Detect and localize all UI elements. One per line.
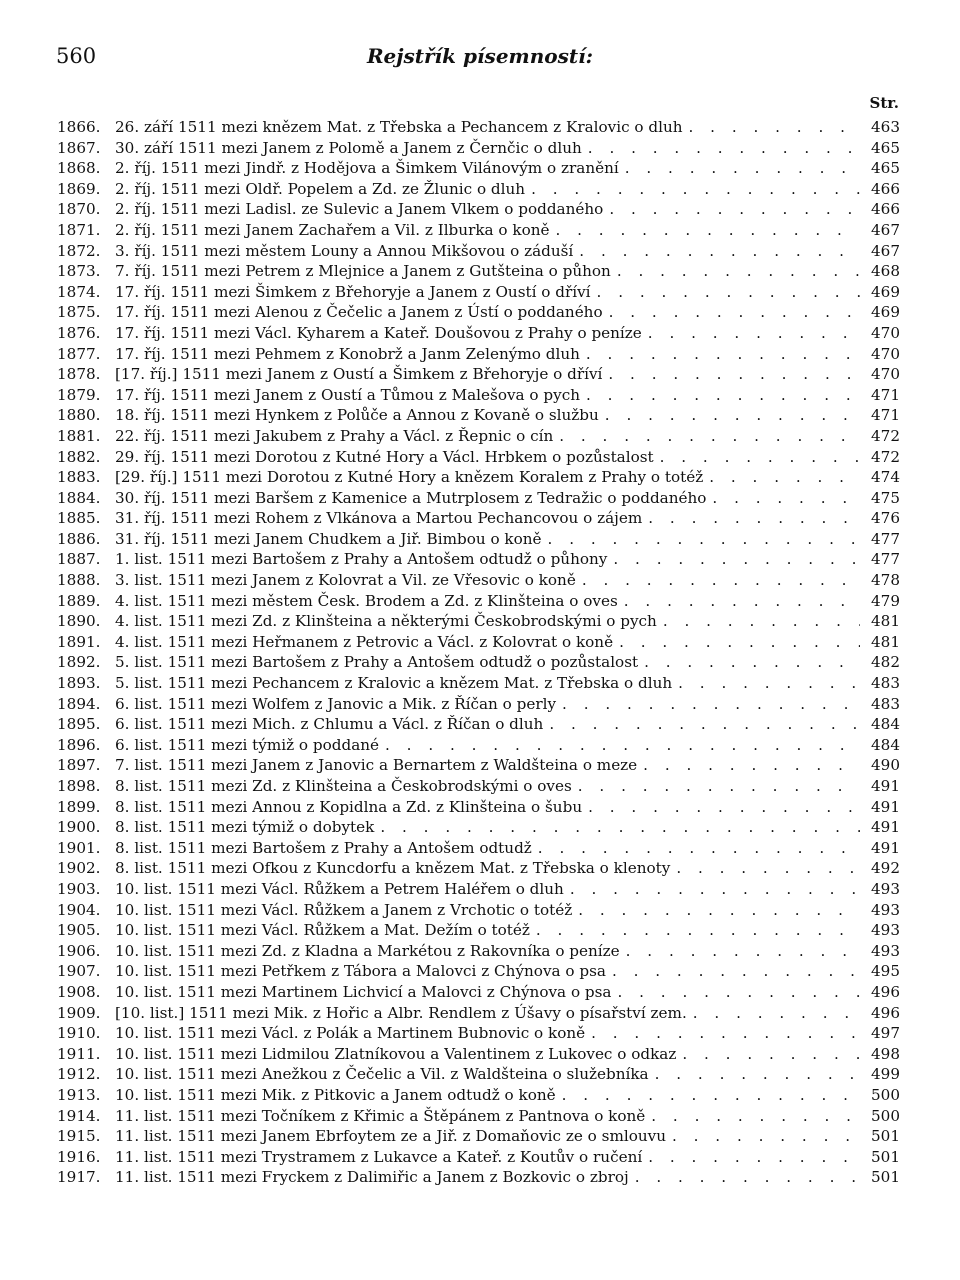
entry-number: 1895. <box>57 715 101 734</box>
entry-description: [17. říj.] 1511 mezi Janem z Oustí a Šimkem z Břehoryje o dříví <box>115 365 603 384</box>
dot-leader <box>585 1023 860 1044</box>
entry-description: 5. list. 1511 mezi Bartošem z Prahy a Antošem odtudž o pozůstalost <box>115 653 639 672</box>
entry-page: 493 <box>871 879 900 898</box>
register-entry <box>57 1085 900 1106</box>
entry-description: 17. říj. 1511 mezi Alenou z Čečelic a Janem z Ústí o poddaného <box>115 303 603 322</box>
dot-leader <box>553 426 860 447</box>
entry-page: 483 <box>871 674 900 693</box>
register-entry <box>57 241 900 262</box>
register-entry <box>57 199 900 220</box>
entry-description: 1. list. 1511 mezi Bartošem z Prahy a Antošem odtudž o půhony <box>115 550 608 569</box>
entry-number: 1899. <box>57 797 101 816</box>
entry-page: 467 <box>871 241 900 260</box>
dot-leader <box>629 1167 860 1188</box>
register-entry <box>57 138 900 159</box>
dot-leader <box>611 261 860 282</box>
entry-page: 497 <box>871 1024 900 1043</box>
register-entry <box>57 302 900 323</box>
entry-number: 1911. <box>57 1044 101 1063</box>
entry-number: 1894. <box>57 694 101 713</box>
entry-number: 1905. <box>57 921 101 940</box>
entry-page: 472 <box>871 447 900 466</box>
entry-number: 1898. <box>57 777 101 795</box>
register-entry <box>57 1064 900 1085</box>
entry-number: 1868. <box>57 159 101 178</box>
dot-leader <box>532 838 860 859</box>
entry-page: 465 <box>871 159 900 178</box>
entry-page: 499 <box>871 1065 900 1084</box>
register-entry <box>57 920 900 941</box>
dot-leader <box>572 776 860 797</box>
entry-number: 1892. <box>57 653 101 672</box>
entry-number: 1886. <box>57 529 101 548</box>
dot-leader <box>638 652 860 673</box>
entry-description: 11. list. 1511 mezi Točníkem z Křimic a Štěpánem z Pantnova o koně <box>115 1106 646 1125</box>
entry-number: 1902. <box>57 859 101 878</box>
dot-leader <box>613 632 860 653</box>
entry-description: 17. říj. 1511 mezi Václ. Kyharem a Kateř. Doušovou z Prahy o peníze <box>115 323 642 342</box>
entry-page: 498 <box>871 1044 900 1063</box>
dot-leader <box>619 158 860 179</box>
entry-number: 1908. <box>57 982 101 1001</box>
register-entry <box>57 488 900 509</box>
entry-number: 1877. <box>57 344 101 363</box>
entry-description: 10. list. 1511 mezi Mik. z Pitkovic a Janem odtudž o koně <box>115 1085 556 1104</box>
entry-description: 17. říj. 1511 mezi Pehmem z Konobrž a Janm Zelenýmo dluh <box>115 344 580 363</box>
entry-description: 3. říj. 1511 mezi městem Louny a Annou Mikšovou o záduší <box>115 241 574 260</box>
entry-description: 10. list. 1511 mezi Václ. z Polák a Martinem Bubnovic o koně <box>115 1024 586 1043</box>
dot-leader <box>543 714 860 735</box>
entry-number: 1885. <box>57 509 101 528</box>
register-entry <box>57 591 900 612</box>
entry-page: 496 <box>871 982 900 1001</box>
dot-leader <box>550 220 861 241</box>
dot-leader <box>591 282 860 303</box>
entry-number: 1878. <box>57 365 101 384</box>
register-entry <box>57 261 900 282</box>
entry-description: 2. říj. 1511 mezi Oldř. Popelem a Zd. ze Žlunic o dluh <box>115 179 526 198</box>
entry-description: 6. list. 1511 mezi Wolfem z Janovic a Mik. z Říčan o perly <box>115 694 557 713</box>
entry-page: 484 <box>871 715 900 734</box>
entry-description: 30. září 1511 mezi Janem z Polomě a Janem z Černčic o dluh <box>115 138 582 157</box>
register-entry <box>57 570 900 591</box>
dot-leader <box>607 549 860 570</box>
register-entry <box>57 776 900 797</box>
dot-leader <box>576 570 860 591</box>
entry-page: 468 <box>871 262 900 281</box>
register-entry <box>57 1147 900 1168</box>
entry-number: 1904. <box>57 900 101 919</box>
register-entry <box>57 961 900 982</box>
entry-description: 8. list. 1511 mezi Zd. z Klinšteina a Českobrodskými o oves <box>115 777 572 795</box>
register-entry <box>57 549 900 570</box>
dot-leader <box>657 611 860 632</box>
register-entry <box>57 508 900 529</box>
entry-page: 492 <box>871 859 900 878</box>
dot-leader <box>573 241 860 262</box>
register-entry <box>57 1106 900 1127</box>
entry-page: 482 <box>871 653 900 672</box>
entry-description: 11. list. 1511 mezi Fryckem z Dalimiřic a Janem z Bozkovic o zbroj <box>115 1168 629 1187</box>
register-entry <box>57 364 900 385</box>
entry-description: 22. říj. 1511 mezi Jakubem z Prahy a Václ. z Řepnic o cín <box>115 426 554 445</box>
entry-description: 2. říj. 1511 mezi Janem Zachařem a Vil. z Ilburka o koně <box>115 220 550 239</box>
entry-description: 17. říj. 1511 mezi Šimkem z Břehoryje a Janem z Oustí o dříví <box>115 282 591 301</box>
entry-page: 470 <box>871 344 900 363</box>
entry-description: 8. list. 1511 mezi Annou z Kopidlna a Zd. z Klinšteina o šubu <box>115 797 583 816</box>
entry-number: 1882. <box>57 447 101 466</box>
entry-description: 26. září 1511 mezi knězem Mat. z Třebska a Pechancem z Kralovic o dluh <box>115 118 683 136</box>
entry-page: 481 <box>871 632 900 651</box>
register-entry <box>57 982 900 1003</box>
entry-description: 4. list. 1511 mezi Heřmanem z Petrovic a Václ. z Kolovrat o koně <box>115 632 614 651</box>
register-entry <box>57 694 900 715</box>
register-entry <box>57 817 900 838</box>
entry-page: 495 <box>871 962 900 981</box>
entry-page: 474 <box>871 468 900 487</box>
dot-leader <box>599 405 860 426</box>
dot-leader <box>602 364 860 385</box>
entry-description: 10. list. 1511 mezi Petřkem z Tábora a Malovci z Chýnova o psa <box>115 962 606 981</box>
entry-number: 1869. <box>57 179 101 198</box>
register-entry <box>57 858 900 879</box>
dot-leader <box>670 858 860 879</box>
entry-number: 1915. <box>57 1127 101 1146</box>
entry-description: 29. říj. 1511 mezi Dorotou z Kutné Hory a Václ. Hrbkem o pozůstalost <box>115 447 654 466</box>
entry-page: 493 <box>871 900 900 919</box>
entry-page: 478 <box>871 571 900 590</box>
entry-number: 1879. <box>57 385 101 404</box>
register-entries <box>57 117 900 1188</box>
register-entry <box>57 879 900 900</box>
entry-description: 2. říj. 1511 mezi Ladisl. ze Sulevic a Janem Vlkem o poddaného <box>115 200 604 219</box>
entry-page: 476 <box>871 509 900 528</box>
dot-leader <box>703 467 860 488</box>
dot-leader <box>525 179 860 200</box>
dot-leader <box>676 1044 860 1065</box>
entry-page: 471 <box>871 385 900 404</box>
dot-leader <box>642 323 860 344</box>
dot-leader <box>642 508 860 529</box>
entry-page: 501 <box>871 1168 900 1187</box>
register-entry <box>57 179 900 200</box>
entry-number: 1889. <box>57 591 101 610</box>
register-entry <box>57 1167 900 1188</box>
register-entry <box>57 797 900 818</box>
entry-number: 1914. <box>57 1106 101 1125</box>
entry-page: 491 <box>871 797 900 816</box>
entry-description: 7. říj. 1511 mezi Petrem z Mlejnice a Janem z Gutšteina o půhon <box>115 262 611 281</box>
entry-page: 484 <box>871 735 900 754</box>
entry-description: 10. list. 1511 mezi Václ. Růžkem a Janem z Vrchotic o totéž <box>115 900 573 919</box>
entry-description: 31. říj. 1511 mezi Rohem z Vlkánova a Martou Pechancovou o zájem <box>115 509 643 528</box>
entry-description: 31. říj. 1511 mezi Janem Chudkem a Jiř. Bimbou o koně <box>115 529 542 548</box>
running-title: Rejstřík písemností: <box>366 44 594 68</box>
entry-number: 1901. <box>57 838 101 857</box>
register-entry <box>57 344 900 365</box>
dot-leader <box>582 138 860 159</box>
entry-description: 10. list. 1511 mezi Václ. Růžkem a Petrem Haléřem o dluh <box>115 879 564 898</box>
entry-number: 1903. <box>57 879 101 898</box>
register-entry <box>57 1126 900 1147</box>
entry-page: 466 <box>871 200 900 219</box>
entry-number: 1888. <box>57 571 101 590</box>
dot-leader <box>620 941 860 962</box>
entry-description: [29. říj.] 1511 mezi Dorotou z Kutné Hory a knězem Koralem z Prahy o totéž <box>115 468 704 487</box>
entry-number: 1887. <box>57 550 101 569</box>
entry-description: 5. list. 1511 mezi Pechancem z Kralovic a knězem Mat. z Třebska o dluh <box>115 674 673 693</box>
entry-description: 17. říj. 1511 mezi Janem z Oustí a Tůmou z Malešova o pych <box>115 385 580 404</box>
entry-description: 8. list. 1511 mezi týmiž o dobytek <box>115 818 375 837</box>
entry-page: 477 <box>871 529 900 548</box>
entry-number: 1871. <box>57 220 101 239</box>
entry-page: 469 <box>871 282 900 301</box>
entry-page: 465 <box>871 138 900 157</box>
entry-page: 501 <box>871 1127 900 1146</box>
dot-leader <box>556 1085 860 1106</box>
register-entry <box>57 673 900 694</box>
entry-page: 490 <box>871 756 900 775</box>
entry-description: 10. list. 1511 mezi Zd. z Kladna a Markétou z Rakovníka o peníze <box>115 941 620 960</box>
dot-leader <box>683 117 860 138</box>
register-entry <box>57 632 900 653</box>
entry-page: 470 <box>871 365 900 384</box>
register-entry <box>57 447 900 468</box>
register-entry <box>57 900 900 921</box>
entry-number: 1867. <box>57 138 101 157</box>
register-entry <box>57 467 900 488</box>
entry-number: 1913. <box>57 1085 101 1104</box>
dot-leader <box>530 920 860 941</box>
register-entry <box>57 838 900 859</box>
register-entry <box>57 282 900 303</box>
entry-page: 475 <box>871 488 900 507</box>
dot-leader <box>582 797 860 818</box>
page-number: 560 <box>56 44 97 68</box>
dot-leader <box>706 488 860 509</box>
entry-page: 491 <box>871 838 900 857</box>
entry-number: 1907. <box>57 962 101 981</box>
entry-page: 477 <box>871 550 900 569</box>
entry-description: 8. list. 1511 mezi Bartošem z Prahy a Antošem odtudž <box>115 838 532 857</box>
entry-description: 4. list. 1511 mezi městem Česk. Brodem a Zd. z Klinšteina o oves <box>115 591 618 610</box>
entry-description: 2. říj. 1511 mezi Jindř. z Hodějova a Šimkem Vilánovým o zranění <box>115 159 619 178</box>
entry-number: 1890. <box>57 612 101 631</box>
dot-leader <box>603 302 860 323</box>
dot-leader <box>666 1126 860 1147</box>
register-entry <box>57 755 900 776</box>
register-entry <box>57 405 900 426</box>
dot-leader <box>606 961 860 982</box>
register-entry <box>57 1044 900 1065</box>
entry-number: 1900. <box>57 818 101 837</box>
entry-page: 496 <box>871 1003 900 1022</box>
entry-page: 479 <box>871 591 900 610</box>
entry-number: 1866. <box>57 118 101 136</box>
entry-description: 11. list. 1511 mezi Trystramem z Lukavce a Kateř. z Koutův o ručení <box>115 1147 643 1166</box>
entry-page: 491 <box>871 818 900 837</box>
entry-page: 481 <box>871 612 900 631</box>
entry-page: 471 <box>871 406 900 425</box>
dot-leader <box>642 1147 860 1168</box>
dot-leader <box>379 735 860 756</box>
entry-page: 472 <box>871 426 900 445</box>
entry-page: 466 <box>871 179 900 198</box>
dot-leader <box>580 344 860 365</box>
register-entry <box>57 117 900 138</box>
register-entry <box>57 1023 900 1044</box>
entry-number: 1880. <box>57 406 101 425</box>
entry-description: 18. říj. 1511 mezi Hynkem z Polůče a Annou z Kovaně o službu <box>115 406 599 425</box>
entry-description: 8. list. 1511 mezi Ofkou z Kuncdorfu a knězem Mat. z Třebska o klenoty <box>115 859 671 878</box>
entry-description: 11. list. 1511 mezi Janem Ebrfoytem ze a Jiř. z Domaňovic ze o smlouvu <box>115 1127 666 1146</box>
entry-page: 469 <box>871 303 900 322</box>
entry-number: 1870. <box>57 200 101 219</box>
entry-number: 1875. <box>57 303 101 322</box>
entry-description: 10. list. 1511 mezi Václ. Růžkem a Mat. Dežím o totéž <box>115 921 530 940</box>
dot-leader <box>687 1003 860 1024</box>
entry-description: 4. list. 1511 mezi Zd. z Klinšteina a některými Českobrodskými o pych <box>115 612 657 631</box>
entry-number: 1884. <box>57 488 101 507</box>
page-column-heading: Str. <box>869 94 899 112</box>
register-entry <box>57 323 900 344</box>
entry-page: 467 <box>871 220 900 239</box>
entry-number: 1872. <box>57 241 101 260</box>
register-entry <box>57 385 900 406</box>
entry-page: 500 <box>871 1085 900 1104</box>
entry-page: 501 <box>871 1147 900 1166</box>
register-entry <box>57 611 900 632</box>
entry-number: 1916. <box>57 1147 101 1166</box>
register-entry <box>57 220 900 241</box>
register-entry <box>57 714 900 735</box>
entry-number: 1897. <box>57 756 101 775</box>
entry-number: 1910. <box>57 1024 101 1043</box>
entry-number: 1893. <box>57 674 101 693</box>
dot-leader <box>556 694 860 715</box>
entry-page: 493 <box>871 921 900 940</box>
dot-leader <box>612 982 861 1003</box>
entry-page: 483 <box>871 694 900 713</box>
dot-leader <box>580 385 860 406</box>
dot-leader <box>542 529 860 550</box>
register-entry <box>57 529 900 550</box>
entry-page: 491 <box>871 777 900 795</box>
entry-page: 500 <box>871 1106 900 1125</box>
dot-leader <box>564 879 860 900</box>
dot-leader <box>672 673 860 694</box>
register-entry <box>57 652 900 673</box>
entry-page: 493 <box>871 941 900 960</box>
entry-number: 1909. <box>57 1003 101 1022</box>
entry-description: 7. list. 1511 mezi Janem z Janovic a Bernartem z Waldšteina o meze <box>115 756 638 775</box>
entry-number: 1874. <box>57 282 101 301</box>
dot-leader <box>649 1064 860 1085</box>
dot-leader <box>572 900 860 921</box>
dot-leader <box>603 199 860 220</box>
register-entry <box>57 426 900 447</box>
entry-page: 470 <box>871 323 900 342</box>
entry-description: 6. list. 1511 mezi Mich. z Chlumu a Václ. z Říčan o dluh <box>115 715 544 734</box>
entry-number: 1917. <box>57 1168 101 1187</box>
entry-number: 1896. <box>57 735 101 754</box>
register-entry <box>57 158 900 179</box>
entry-description: 10. list. 1511 mezi Anežkou z Čečelic a Vil. z Waldšteina o služebníka <box>115 1065 649 1084</box>
entry-number: 1876. <box>57 323 101 342</box>
dot-leader <box>654 447 860 468</box>
entry-description: 10. list. 1511 mezi Martinem Lichvicí a Malovci z Chýnova o psa <box>115 982 612 1001</box>
dot-leader <box>637 755 860 776</box>
entry-description: 3. list. 1511 mezi Janem z Kolovrat a Vil. ze Vřesovic o koně <box>115 571 576 590</box>
entry-number: 1873. <box>57 262 101 281</box>
dot-leader <box>645 1106 860 1127</box>
entry-description: 10. list. 1511 mezi Lidmilou Zlatníkovou a Valentinem z Lukovec o odkaz <box>115 1044 677 1063</box>
register-entry <box>57 735 900 756</box>
dot-leader <box>618 591 860 612</box>
dot-leader <box>374 817 860 838</box>
entry-number: 1906. <box>57 941 101 960</box>
entry-description: 6. list. 1511 mezi týmiž o poddané <box>115 735 380 754</box>
entry-number: 1891. <box>57 632 101 651</box>
register-entry <box>57 1003 900 1024</box>
register-entry <box>57 941 900 962</box>
entry-description: [10. list.] 1511 mezi Mik. z Hořic a Albr. Rendlem z Úšavy o písařství zem. <box>115 1003 687 1022</box>
entry-page: 463 <box>871 118 900 136</box>
entry-number: 1883. <box>57 468 101 487</box>
entry-number: 1912. <box>57 1065 101 1084</box>
entry-description: 30. říj. 1511 mezi Baršem z Kamenice a Mutrplosem z Tedražic o poddaného <box>115 488 707 507</box>
entry-number: 1881. <box>57 426 101 445</box>
